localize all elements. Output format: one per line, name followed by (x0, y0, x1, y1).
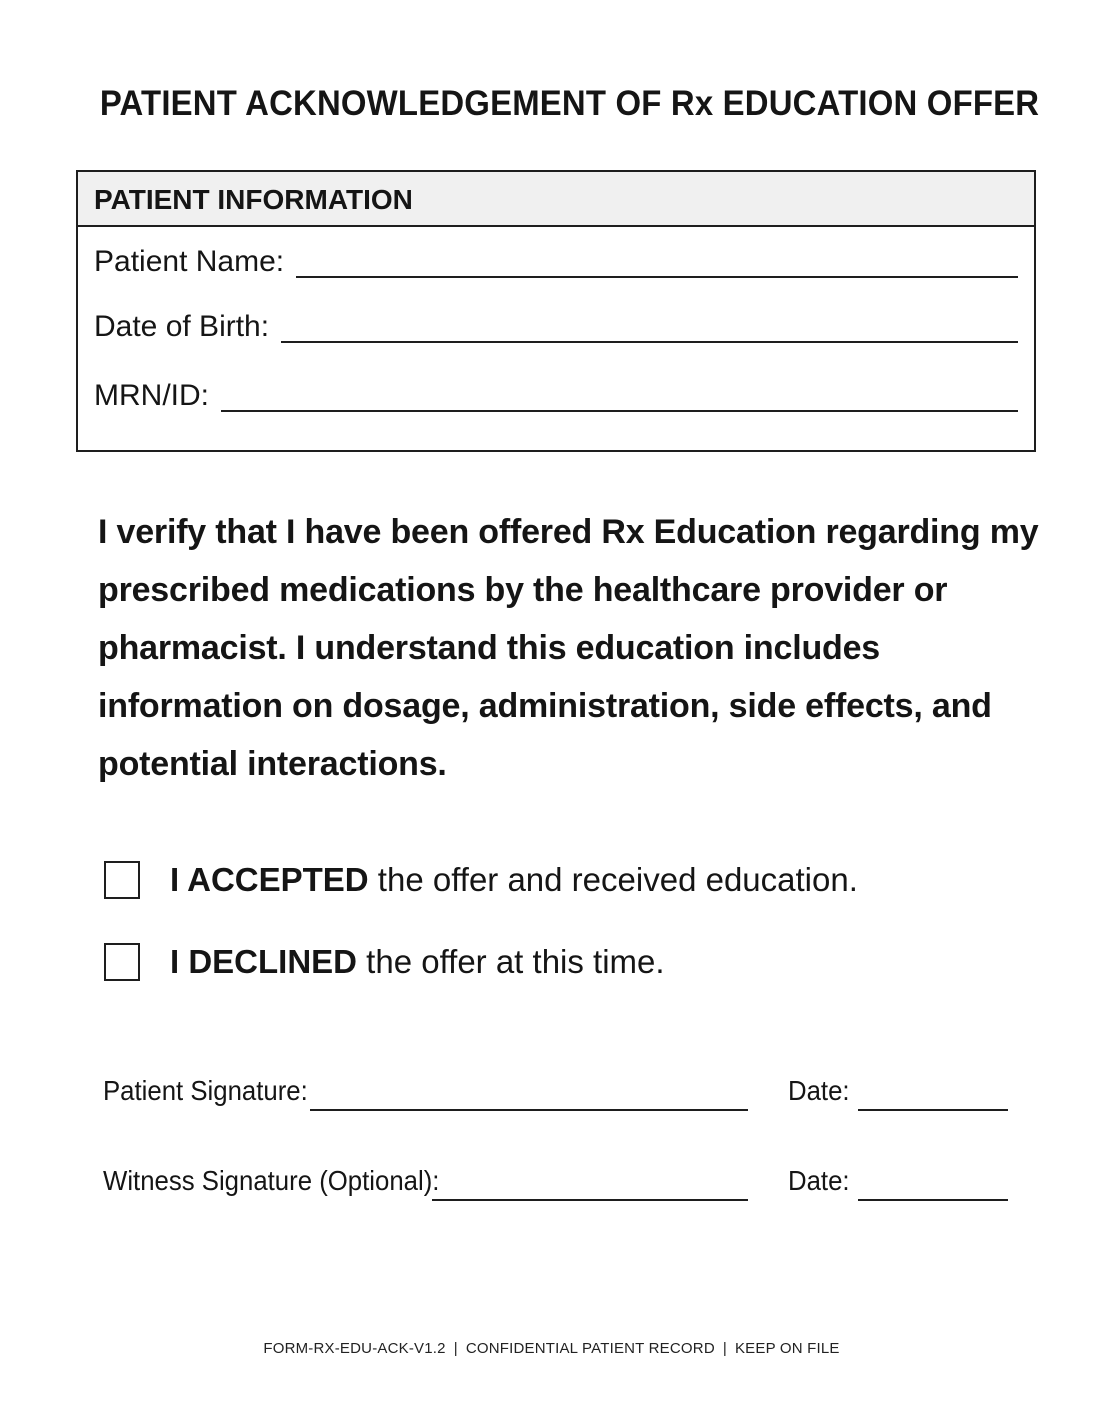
accepted-option[interactable] (104, 861, 858, 899)
patient-information-header: PATIENT INFORMATION (78, 172, 1034, 227)
patient-name-field[interactable] (94, 244, 1018, 280)
patient-name-label: Patient Name: (94, 245, 285, 278)
declined-option-strong: I DECLINED (170, 943, 358, 980)
patient-name-line[interactable] (296, 276, 1018, 278)
confidential-notice: CONFIDENTIAL PATIENT RECORD (465, 1340, 715, 1357)
patient-signature-label: Patient Signature: (103, 1075, 308, 1106)
accepted-option-text (170, 861, 858, 899)
mrn-id-field[interactable] (94, 378, 1018, 414)
witness-signature-row (103, 1161, 1008, 1201)
statement-line: information on dosage, administration, side effects, and (98, 687, 992, 725)
footer-separator: | (453, 1340, 458, 1357)
mrn-id-label: MRN/ID: (94, 379, 209, 412)
patient-signature-line[interactable] (310, 1109, 748, 1111)
page-title: PATIENT ACKNOWLEDGEMENT OF Rx EDUCATION OFFER (99, 84, 1040, 123)
footer-separator: | (722, 1340, 727, 1357)
statement-line: potential interactions. (98, 745, 447, 783)
form-footer (0, 1340, 1103, 1357)
witness-signature-line[interactable] (432, 1199, 748, 1201)
date-of-birth-line[interactable] (281, 341, 1018, 343)
patient-signature-row (103, 1071, 1008, 1111)
patient-date-line[interactable] (858, 1109, 1008, 1111)
witness-signature-label: Witness Signature (Optional): (103, 1165, 440, 1196)
date-of-birth-label: Date of Birth: (94, 310, 270, 343)
form-id: FORM-RX-EDU-ACK-V1.2 (263, 1340, 446, 1357)
statement-line: prescribed medications by the healthcare provider or (98, 571, 948, 609)
verification-statement (98, 503, 1038, 793)
witness-date-line[interactable] (858, 1199, 1008, 1201)
keep-on-file-notice: KEEP ON FILE (734, 1340, 840, 1357)
declined-checkbox[interactable] (104, 943, 140, 981)
accepted-option-strong: I ACCEPTED (170, 861, 369, 898)
patient-information-section (76, 170, 1036, 452)
declined-option-text (170, 943, 665, 981)
accepted-checkbox[interactable] (104, 861, 140, 899)
statement-line: pharmacist. I understand this education includes (98, 629, 880, 667)
declined-option[interactable] (104, 943, 665, 981)
declined-option-rest: the offer at this time. (357, 943, 665, 980)
date-of-birth-field[interactable] (94, 309, 1018, 345)
witness-date-label: Date: (788, 1165, 850, 1196)
mrn-id-line[interactable] (221, 410, 1018, 412)
patient-date-label: Date: (788, 1075, 850, 1106)
statement-line: I verify that I have been offered Rx Education regarding my (98, 513, 1039, 551)
accepted-option-rest: the offer and received education. (368, 861, 858, 898)
